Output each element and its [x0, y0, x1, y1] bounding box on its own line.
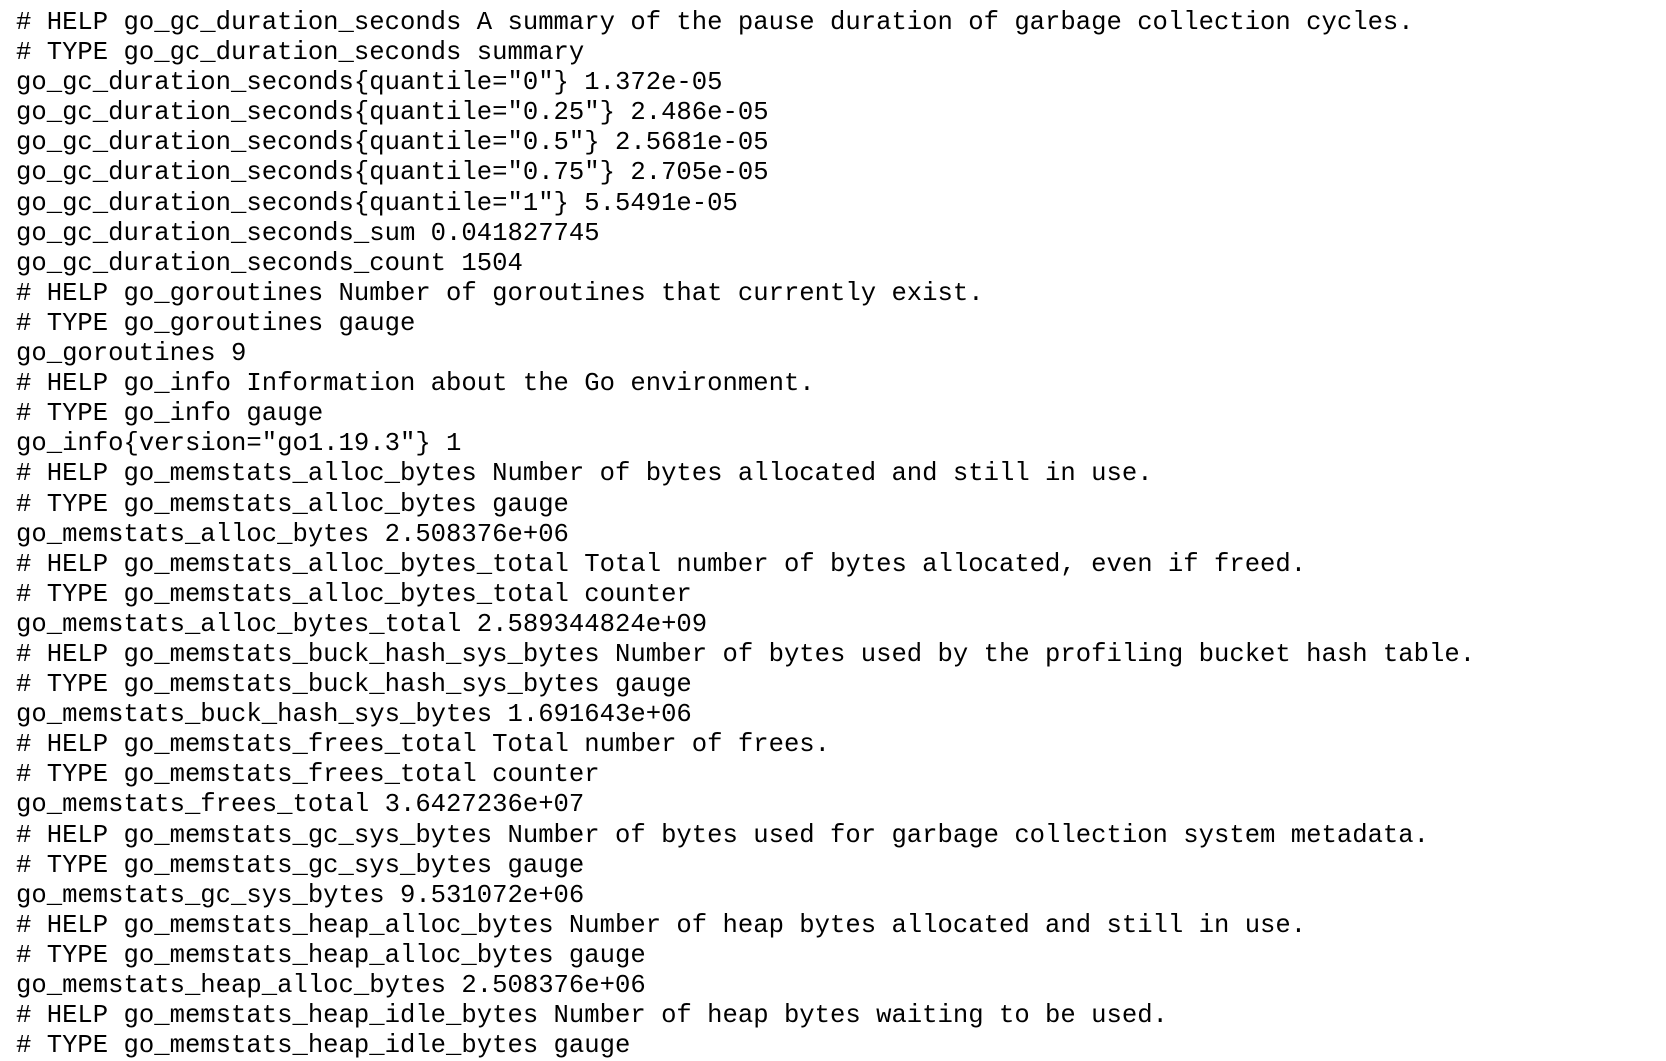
- metrics-line: go_gc_duration_seconds{quantile="0.75"} 2.705e-05: [16, 158, 769, 188]
- metrics-line: go_gc_duration_seconds{quantile="0.5"} 2.5681e-05: [16, 128, 769, 158]
- metrics-line: # HELP go_memstats_alloc_bytes Number of bytes allocated and still in use.: [16, 459, 1153, 489]
- metrics-line: # HELP go_memstats_alloc_bytes_total Total number of bytes allocated, even if freed.: [16, 549, 1307, 579]
- metrics-line: # TYPE go_memstats_buck_hash_sys_bytes gauge: [16, 670, 692, 700]
- metrics-line: # HELP go_memstats_heap_idle_bytes Number of heap bytes waiting to be used.: [16, 1001, 1168, 1031]
- metrics-line: # TYPE go_memstats_heap_alloc_bytes gauge: [16, 940, 646, 970]
- metrics-line: # HELP go_memstats_heap_alloc_bytes Number of heap bytes allocated and still in use.: [16, 910, 1307, 940]
- metrics-line: # TYPE go_gc_duration_seconds summary: [16, 38, 585, 68]
- metrics-line: go_memstats_buck_hash_sys_bytes 1.691643e+06: [16, 700, 692, 730]
- metrics-line: # HELP go_memstats_gc_sys_bytes Number of bytes used for garbage collection system metadata.: [16, 820, 1430, 850]
- metrics-line: # TYPE go_memstats_heap_idle_bytes gauge: [16, 1031, 631, 1061]
- metrics-line: go_memstats_alloc_bytes_total 2.589344824e+09: [16, 609, 708, 639]
- metrics-line: # TYPE go_info gauge: [16, 399, 324, 429]
- metrics-line: go_gc_duration_seconds_sum 0.041827745: [16, 218, 600, 248]
- metrics-line: go_info{version="go1.19.3"} 1: [16, 429, 462, 459]
- metrics-line: go_memstats_alloc_bytes 2.508376e+06: [16, 519, 569, 549]
- metrics-line: # TYPE go_memstats_gc_sys_bytes gauge: [16, 850, 585, 880]
- metrics-line: go_memstats_gc_sys_bytes 9.531072e+06: [16, 880, 585, 910]
- metrics-line: go_gc_duration_seconds{quantile="0.25"} 2.486e-05: [16, 98, 769, 128]
- metrics-line: go_gc_duration_seconds_count 1504: [16, 248, 523, 278]
- metrics-line: # HELP go_gc_duration_seconds A summary of the pause duration of garbage collection cycles.: [16, 8, 1414, 37]
- metrics-line: go_gc_duration_seconds{quantile="1"} 5.5491e-05: [16, 188, 738, 218]
- metrics-line: # TYPE go_memstats_alloc_bytes_total counter: [16, 579, 692, 609]
- metrics-line: # TYPE go_memstats_alloc_bytes gauge: [16, 489, 569, 519]
- metrics-line: go_gc_duration_seconds{quantile="0"} 1.372e-05: [16, 68, 723, 98]
- metrics-line: # HELP go_goroutines Number of goroutines that currently exist.: [16, 278, 984, 308]
- metrics-text-body: [16, 8, 1475, 1061]
- metrics-line: go_goroutines 9: [16, 339, 247, 369]
- metrics-line: # HELP go_memstats_frees_total Total number of frees.: [16, 730, 831, 760]
- metrics-line: # HELP go_info Information about the Go environment.: [16, 369, 815, 399]
- metrics-line: go_memstats_frees_total 3.6427236e+07: [16, 790, 585, 820]
- metrics-line: # HELP go_memstats_buck_hash_sys_bytes Number of bytes used by the profiling bucket hash table.: [16, 639, 1476, 669]
- metrics-line: # TYPE go_goroutines gauge: [16, 308, 416, 338]
- metrics-line: # TYPE go_memstats_frees_total counter: [16, 760, 600, 790]
- metrics-line: go_memstats_heap_alloc_bytes 2.508376e+06: [16, 971, 646, 1000]
